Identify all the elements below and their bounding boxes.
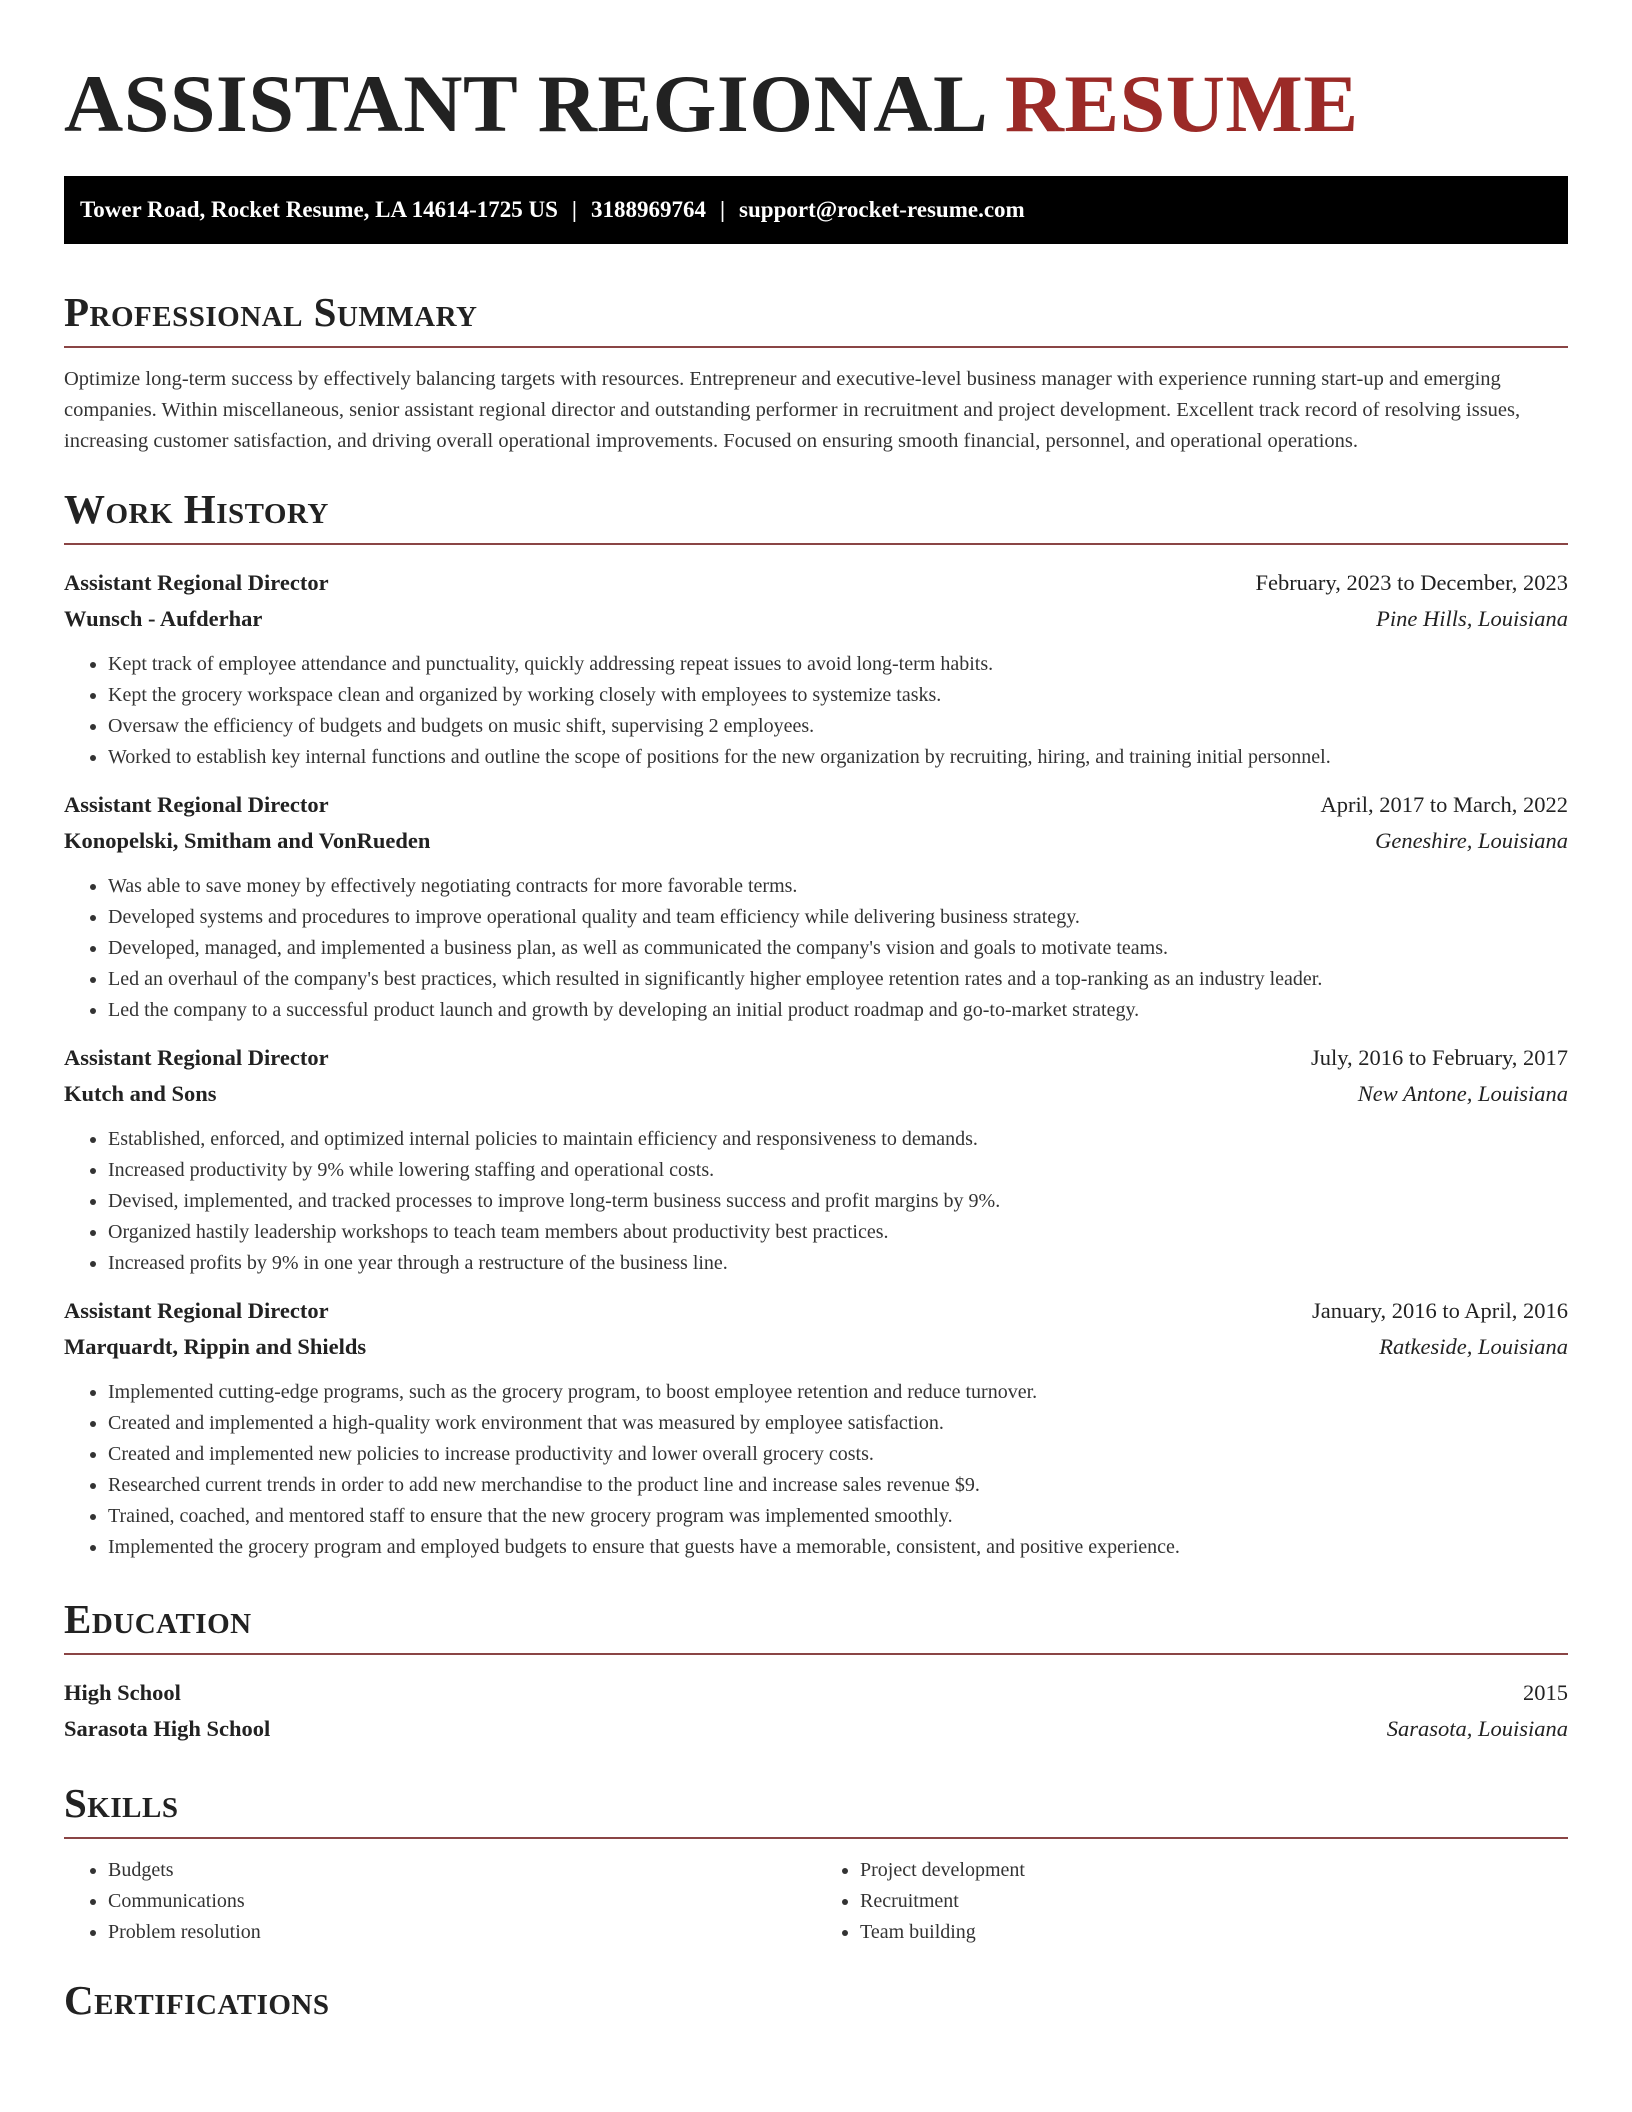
resume-title — [64, 0, 1568, 160]
job-title: Assistant Regional Director — [64, 570, 329, 595]
summary-text: Optimize long-term success by effectively balancing targets with resources. Entrepreneur and executive-level business manager with experience running start-up and emerging companies. Within miscellaneous, senior assistant regional director and outstanding performer in recruitment and project development. Excellent track record of resolving issues, increasing customer satisfaction, and driving overall operational improvements. Focused on ensuring smooth financial, personnel, and operational operations. — [64, 368, 1521, 452]
education-header-row — [64, 1675, 1568, 1711]
job-bullet: • Developed, managed, and implemented a business plan, as well as communicated the company's vision and goals to motivate teams. — [108, 933, 1568, 964]
section-heading-skills: Skills — [64, 1780, 179, 1826]
job-bullet: • Created and implemented a high-quality work environment that was measured by employee satisfaction. — [108, 1408, 1568, 1439]
section-heading-work-history: Work History — [64, 486, 329, 532]
job-dates: April, 2017 to March, 2022 — [1320, 792, 1568, 817]
job-bullet: • Was able to save money by effectively negotiating contracts for more favorable terms. — [108, 871, 1568, 902]
section-divider — [64, 1837, 1568, 1839]
education-school: Sarasota High School — [64, 1716, 271, 1741]
job-bullets — [64, 1377, 1568, 1563]
contact-separator: | — [571, 197, 577, 222]
contact-bar — [64, 176, 1568, 244]
job-company: Marquardt, Rippin and Shields — [64, 1334, 367, 1359]
skills-column-left — [64, 1855, 816, 1948]
job-bullet: • Implemented cutting-edge programs, such as the grocery program, to boost employee retention and reduce turnover. — [108, 1377, 1568, 1408]
job-dates: January, 2016 to April, 2016 — [1311, 1298, 1568, 1323]
skills-section — [64, 1777, 1568, 1948]
job-location: New Antone, Louisiana — [1357, 1081, 1568, 1106]
job-company-row — [64, 823, 1568, 859]
job-header-row — [64, 1040, 1568, 1076]
certifications-section — [64, 1974, 1568, 2026]
job-bullet: • Trained, coached, and mentored staff to ensure that the new grocery program was implemented smoothly. — [108, 1501, 1568, 1532]
job-bullet: • Implemented the grocery program and employed budgets to ensure that guests have a memorable, consistent, and positive experience. — [108, 1532, 1568, 1563]
job-bullet: • Led the company to a successful product launch and growth by developing an initial product roadmap and go-to-market strategy. — [108, 995, 1568, 1026]
section-divider — [64, 543, 1568, 545]
skills-list — [64, 1855, 816, 1948]
job-bullet: • Researched current trends in order to add new merchandise to the product line and increase sales revenue $9. — [108, 1470, 1568, 1501]
job-location: Pine Hills, Louisiana — [1376, 606, 1568, 631]
job-bullet: • Kept track of employee attendance and punctuality, quickly addressing repeat issues to avoid long-term habits. — [108, 649, 1568, 680]
work-history-section — [64, 483, 1568, 1563]
job-bullet: • Increased productivity by 9% while lowering staffing and operational costs. — [108, 1155, 1568, 1186]
job-bullet: • Created and implemented new policies to increase productivity and lower overall grocery costs. — [108, 1439, 1568, 1470]
job-bullet: • Led an overhaul of the company's best practices, which resulted in significantly higher employee retention rates and a top-ranking as an industry leader. — [108, 964, 1568, 995]
section-heading-summary: Professional Summary — [64, 289, 478, 335]
job-bullet: • Organized hastily leadership workshops to teach team members about productivity best practices. — [108, 1217, 1568, 1248]
contact-address: Tower Road, Rocket Resume, LA 14614-1725 US — [80, 197, 558, 222]
section-divider — [64, 346, 1568, 348]
job-company: Wunsch - Aufderhar — [64, 606, 263, 631]
job-dates: February, 2023 to December, 2023 — [1255, 570, 1568, 595]
job-bullet: • Oversaw the efficiency of budgets and budgets on music shift, supervising 2 employees. — [108, 711, 1568, 742]
education-year: 2015 — [1523, 1680, 1568, 1705]
job-bullet: • Established, enforced, and optimized internal policies to maintain efficiency and responsiveness to demands. — [108, 1124, 1568, 1155]
skill-item: • Project development — [860, 1855, 1568, 1886]
contact-separator: | — [719, 197, 726, 222]
section-heading-education: Education — [64, 1596, 252, 1642]
job-company: Kutch and Sons — [64, 1081, 217, 1106]
job-bullet: • Increased profits by 9% in one year through a restructure of the business line. — [108, 1248, 1568, 1279]
job-location: Geneshire, Louisiana — [1375, 828, 1568, 853]
skill-item: • Recruitment — [860, 1886, 1568, 1917]
job-bullet: • Devised, implemented, and tracked processes to improve long-term business success and profit margins by 9%. — [108, 1186, 1568, 1217]
job-entry — [64, 1040, 1568, 1279]
job-dates: July, 2016 to February, 2017 — [1310, 1045, 1568, 1070]
skill-item: • Team building — [860, 1917, 1568, 1948]
job-bullets — [64, 1124, 1568, 1279]
section-heading-certifications: Certifications — [64, 1977, 330, 2023]
job-bullet: • Developed systems and procedures to improve operational quality and team efficiency while delivering business strategy. — [108, 902, 1568, 933]
job-title: Assistant Regional Director — [64, 1298, 329, 1323]
skill-item: • Communications — [108, 1886, 816, 1917]
education-section — [64, 1593, 1568, 1747]
job-entry — [64, 1293, 1568, 1563]
job-company-row — [64, 1329, 1568, 1365]
skills-column-right — [816, 1855, 1568, 1948]
skills-list — [816, 1855, 1568, 1948]
job-company-row — [64, 601, 1568, 637]
education-entry — [64, 1675, 1568, 1747]
job-entry — [64, 565, 1568, 773]
section-divider — [64, 1653, 1568, 1655]
title-accent: RESUME — [1004, 58, 1359, 149]
job-header-row — [64, 1293, 1568, 1329]
job-company-row — [64, 1076, 1568, 1112]
summary-section — [64, 286, 1568, 457]
job-bullet: • Kept the grocery workspace clean and organized by working closely with employees to systemize tasks. — [108, 680, 1568, 711]
skill-item: • Problem resolution — [108, 1917, 816, 1948]
job-header-row — [64, 787, 1568, 823]
skill-item: • Budgets — [108, 1855, 816, 1886]
education-school-row — [64, 1711, 1568, 1747]
job-title: Assistant Regional Director — [64, 792, 329, 817]
job-bullets — [64, 871, 1568, 1026]
job-bullets — [64, 649, 1568, 773]
contact-phone: 3188969764 — [590, 197, 706, 222]
job-bullet: • Worked to establish key internal functions and outline the scope of positions for the new organization by recruiting, hiring, and training initial personnel. — [108, 742, 1568, 773]
job-location: Ratkeside, Louisiana — [1379, 1334, 1568, 1359]
contact-email: support@rocket-resume.com — [739, 197, 1025, 222]
job-header-row — [64, 565, 1568, 601]
title-main: ASSISTANT REGIONAL — [64, 58, 1005, 149]
job-company: Konopelski, Smitham and VonRueden — [64, 828, 431, 853]
job-entry — [64, 787, 1568, 1026]
education-location: Sarasota, Louisiana — [1386, 1716, 1568, 1741]
education-degree: High School — [64, 1680, 181, 1705]
job-title: Assistant Regional Director — [64, 1045, 329, 1070]
skills-grid — [64, 1855, 1568, 1948]
